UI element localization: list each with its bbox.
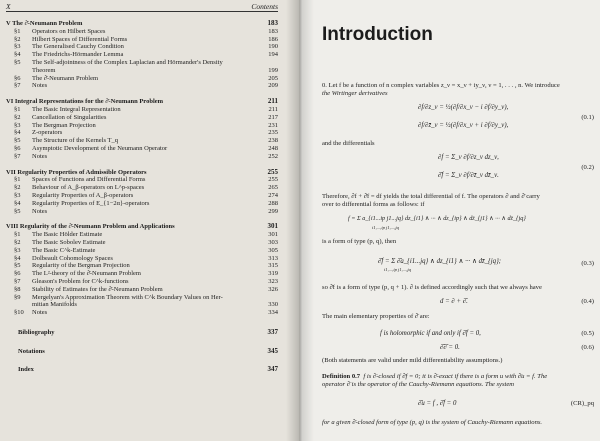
toc-section-title: Notes	[32, 82, 48, 90]
paragraph-intro	[322, 82, 590, 97]
toc-chapter-title	[6, 20, 82, 27]
toc-section-title: Notes	[32, 152, 48, 160]
definition-label: Definition 0.7	[322, 373, 361, 380]
toc-section-number: §9	[14, 293, 21, 301]
toc-section-row	[6, 200, 278, 208]
toc-section-number: §5	[14, 58, 21, 66]
toc-section-number: §6	[14, 270, 21, 278]
toc-backmatter-title: Notations	[18, 347, 45, 355]
toc-section-number: §3	[14, 191, 21, 199]
toc-section-number: §4	[14, 129, 21, 137]
toc-section-row	[6, 51, 278, 59]
toc-section-title: Regularity Properties of A_β-operators	[32, 191, 134, 199]
toc-backmatter-row	[6, 329, 278, 337]
toc-section-row	[6, 239, 278, 247]
toc-section-title: The ∂̄-Neumann Problem	[32, 74, 99, 82]
equation-number: (0.2)	[581, 164, 594, 171]
toc-section-row	[6, 145, 278, 153]
toc-chapter-number: VII	[6, 168, 16, 176]
toc-backmatter-page: 347	[267, 365, 278, 374]
toc-section-row	[6, 301, 278, 309]
toc-section-page: 248	[268, 144, 278, 152]
toc-section-number: §2	[14, 184, 21, 192]
toc-section-page: 209	[268, 82, 278, 90]
toc-section-title: Regularity of the Bergman Projection	[32, 262, 130, 270]
toc-section-page: 299	[268, 207, 278, 215]
equation-delbar-form: ∂̄f = Σ ∂̄a_{i1...jq} ∧ dz_{i1} ∧ ··· ∧ dz̄_{jq};	[378, 258, 502, 265]
toc-section-number: §2	[14, 238, 21, 246]
toc-section-page: 217	[268, 113, 278, 121]
toc-section-page: 252	[268, 152, 278, 160]
equation-holomorphic: f is holomorphic if and only if ∂̄f = 0,	[380, 330, 481, 337]
toc-section-row	[6, 309, 278, 317]
paragraph-total-differential	[322, 193, 590, 208]
toc-section-row	[6, 114, 278, 122]
toc-section-title: Theorem	[32, 66, 56, 74]
equation-wirtinger-2: ∂f/∂z̄_ν = ½(∂f/∂x_ν + i ∂f/∂y_ν),	[418, 122, 509, 129]
table-of-contents	[6, 20, 278, 374]
definition-text: operator ∂̄ is the operator of the Cauchy-Riemann equations. The system	[322, 380, 515, 388]
toc-section-title: The Structure of the Kernels T_q	[32, 137, 118, 145]
toc-chapter-row	[6, 20, 278, 28]
toc-section-row	[6, 82, 278, 90]
toc-section-number: §10	[14, 309, 24, 317]
paragraph-line: over to differential forms as follows: if	[322, 200, 425, 208]
toc-section-page: 326	[268, 285, 278, 293]
toc-section-number: §8	[14, 285, 21, 293]
toc-section-number: §5	[14, 262, 21, 270]
paragraph-line: 0. Let f be a function of n complex variables z_ν = x_ν + iy_ν, ν = 1, . . . , n. We introduce	[322, 82, 560, 89]
toc-section-row	[6, 28, 278, 36]
toc-section-title: The L²-theory of the ∂̄-Neumann Problem	[32, 270, 141, 278]
toc-backmatter-page: 345	[267, 346, 278, 355]
toc-section-title: Spaces of Functions and Differential Forms	[32, 176, 146, 184]
toc-section-page: 194	[268, 51, 278, 59]
equation-number: (0.1)	[581, 114, 594, 121]
toc-section-page: 313	[268, 254, 278, 262]
toc-section-page: 238	[268, 137, 278, 145]
toc-section-number: §5	[14, 207, 21, 215]
toc-section-number: §1	[14, 176, 21, 184]
toc-section-title: The Friedrichs-Hörmander Lemma	[32, 51, 124, 59]
toc-section-number: §3	[14, 43, 21, 51]
chapter-title: Introduction	[322, 24, 433, 45]
toc-section-row	[6, 122, 278, 130]
toc-section-row	[6, 176, 278, 184]
toc-section-row	[6, 153, 278, 161]
toc-section-title: Behaviour of A_β-operators on L^p-spaces	[32, 184, 145, 192]
equation-d: d = ∂ + ∂̄.	[440, 298, 468, 305]
toc-section-number: §2	[14, 35, 21, 43]
toc-section-title: Cancellation of Singularities	[32, 113, 107, 121]
toc-chapter-name: Integral Representations for the ∂̄-Neumann Problem	[14, 98, 164, 106]
toc-backmatter-page: 337	[267, 327, 278, 336]
toc-section-title: The Basic Integral Representation	[32, 105, 121, 113]
header-title: Contents	[251, 2, 278, 11]
toc-section-title: Mergelyan's Approximation Theorem with C^k Boundary Values on Her-	[32, 293, 223, 301]
paragraph-line: the Wirtinger derivatives	[322, 89, 388, 97]
equation-number: (CR)_pq	[570, 400, 594, 407]
right-page	[300, 0, 600, 441]
toc-section-number: §1	[14, 231, 21, 239]
toc-section-page: 334	[268, 309, 278, 317]
toc-section-page: 319	[268, 270, 278, 278]
paragraph-line: Therefore, ∂f + ∂̄f = df yields the total differential of f. The operators ∂ and ∂̄ carry	[322, 193, 540, 200]
toc-section-page: 301	[268, 231, 278, 239]
toc-backmatter-row	[6, 348, 278, 356]
equation-delbar-squared: ∂̄∂̄ = 0.	[440, 344, 460, 351]
toc-section-row	[6, 294, 278, 302]
toc-section-title: The Basic Hölder Estimate	[32, 231, 103, 239]
toc-section-number: §3	[14, 121, 21, 129]
toc-section-row	[6, 270, 278, 278]
toc-section-number: §4	[14, 199, 21, 207]
toc-section-title: Regularity Properties of E_{1−2α}-operators	[32, 199, 150, 207]
paragraph-type: is a form of type (p, q), then	[322, 238, 397, 245]
toc-chapter-row	[6, 98, 278, 106]
toc-section-row	[6, 231, 278, 239]
toc-chapter-name: Regularity Properties of Admissible Operators	[17, 168, 147, 176]
header-rule	[6, 11, 278, 12]
toc-chapter-page: 183	[267, 19, 278, 27]
toc-section-title: mitian Manifolds	[32, 301, 77, 309]
toc-section-title: Z-operators	[32, 129, 63, 137]
equation-delbar: ∂̄f = Σ_ν ∂f/∂z̄_ν dz̄_ν.	[438, 172, 499, 179]
toc-section-row	[6, 208, 278, 216]
toc-section-row	[6, 286, 278, 294]
toc-section-row	[6, 106, 278, 114]
toc-section-number: §5	[14, 137, 21, 145]
toc-section-number: §6	[14, 74, 21, 82]
paragraph-properties: The main elementary properties of ∂̄ are:	[322, 313, 430, 320]
toc-chapter-name: The ∂̄-Neumann Problem	[12, 20, 83, 27]
toc-chapter-row	[6, 223, 278, 231]
toc-section-page: 183	[268, 27, 278, 35]
toc-chapter-title	[6, 223, 175, 230]
toc-section-page: 305	[268, 246, 278, 254]
equation-form: f = Σ a_{i1...ip j1...jq} dz_{i1} ∧ ··· ∧ dz_{ip} ∧ dz̄_{j1} ∧ ··· ∧ dz̄_{jq}	[348, 215, 526, 222]
toc-backmatter-title: Bibliography	[18, 328, 55, 336]
toc-section-title: Notes	[32, 309, 48, 317]
equation-wirtinger-1: ∂f/∂z_ν = ½(∂f/∂x_ν − i ∂f/∂y_ν),	[418, 104, 509, 111]
equation-cauchy-riemann: ∂̄u = f , ∂̄f = 0	[418, 400, 457, 407]
toc-section-row	[6, 67, 278, 75]
toc-section-row	[6, 184, 278, 192]
toc-section-page: 274	[268, 191, 278, 199]
toc-chapter-page: 255	[267, 167, 278, 176]
equation-number: (0.3)	[581, 260, 594, 267]
toc-section-number: §1	[14, 27, 21, 35]
toc-section-page: 205	[268, 74, 278, 82]
equation-subscript: i1,...,ip j1,...,jq	[384, 267, 411, 272]
toc-section-title: Gleason's Problem for C^k-functions	[32, 277, 129, 285]
toc-section-row	[6, 36, 278, 44]
toc-section-page: 330	[268, 301, 278, 309]
toc-chapter-number: V	[6, 20, 11, 27]
definition-text: for a given ∂̄-closed form of type (p, q) is the system of Cauchy-Riemann equations.	[322, 419, 543, 426]
toc-section-title: The Generalised Cauchy Condition	[32, 43, 124, 51]
toc-section-page: 255	[268, 176, 278, 184]
toc-chapter-number: VI	[6, 98, 14, 106]
toc-chapter-page: 301	[267, 222, 278, 231]
toc-section-title: The Basic Sobolev Estimate	[32, 238, 106, 246]
toc-chapter-title	[6, 98, 163, 105]
equation-number: (0.6)	[581, 344, 594, 351]
toc-section-number: §6	[14, 144, 21, 152]
toc-section-page: 323	[268, 277, 278, 285]
toc-section-page: 211	[268, 105, 278, 113]
toc-section-row	[6, 255, 278, 263]
toc-backmatter-row	[6, 366, 278, 374]
toc-section-page: 190	[268, 43, 278, 51]
page-number-roman: X	[6, 2, 11, 11]
toc-section-page: 303	[268, 238, 278, 246]
toc-section-row	[6, 192, 278, 200]
paragraph-defined: so ∂̄f is a form of type (p, q + 1). ∂ is defined accordingly such that we always have	[322, 284, 542, 291]
toc-section-number: §7	[14, 82, 21, 90]
toc-section-page: 265	[268, 184, 278, 192]
toc-section-row	[6, 129, 278, 137]
toc-section-page: 186	[268, 35, 278, 43]
toc-section-page: 288	[268, 199, 278, 207]
toc-chapter-title	[6, 169, 147, 176]
toc-section-number: §4	[14, 51, 21, 59]
toc-section-title: Dolbeault Cohomology Spaces	[32, 254, 113, 262]
toc-section-row	[6, 278, 278, 286]
toc-section-row	[6, 247, 278, 255]
toc-section-row	[6, 43, 278, 51]
toc-section-title: The Bergman Projection	[32, 121, 96, 129]
toc-section-title: Stability of Estimates for the ∂̄-Neumann Problem	[32, 285, 163, 293]
toc-section-page: 315	[268, 262, 278, 270]
toc-section-title: Hilbert Spaces of Differential Forms	[32, 35, 128, 43]
toc-section-number: §3	[14, 246, 21, 254]
toc-chapter-row	[6, 169, 278, 177]
toc-section-title: Notes	[32, 207, 48, 215]
toc-section-page: 199	[268, 66, 278, 74]
toc-section-row	[6, 75, 278, 83]
toc-section-title: Asymptotic Development of the Neumann Operator	[32, 144, 168, 152]
toc-backmatter-title: Index	[18, 366, 34, 374]
toc-section-row	[6, 59, 278, 67]
toc-section-number: §1	[14, 105, 21, 113]
equation-del: ∂f = Σ_ν ∂f/∂z_ν dz_ν,	[438, 154, 499, 161]
toc-chapter-number: VIII	[6, 223, 19, 231]
paragraph-differentials: and the differentials	[322, 140, 375, 147]
toc-section-title: Operators on Hilbert Spaces	[32, 27, 106, 35]
toc-section-number: §7	[14, 277, 21, 285]
equation-number: (0.5)	[581, 330, 594, 337]
toc-chapter-page: 211	[267, 97, 278, 106]
toc-section-page: 231	[268, 121, 278, 129]
toc-section-row	[6, 262, 278, 270]
toc-section-row	[6, 137, 278, 145]
toc-chapter-name: Regularity of the ∂̄-Neumann Problem and Applications	[19, 223, 175, 231]
toc-section-page: 235	[268, 129, 278, 137]
toc-section-number: §7	[14, 152, 21, 160]
equation-number: (0.4)	[581, 298, 594, 305]
paragraph-statements: (Both statements are valid under mild differentiability assumptions.)	[322, 357, 503, 364]
equation-subscript: i1,...,ip j1,...,jq	[372, 225, 399, 230]
toc-section-title: The Self-adjointness of the Complex Laplacian and Hörmander's Density	[32, 58, 223, 66]
toc-section-number: §2	[14, 113, 21, 121]
definition-block	[322, 373, 590, 388]
toc-section-number: §4	[14, 254, 21, 262]
toc-section-title: The Basic C^k-Estimate	[32, 246, 96, 254]
definition-text: f is ∂̄-closed if ∂̄f = 0; it is ∂̄-exact if there is a form u with ∂̄u = f. The	[363, 373, 548, 380]
